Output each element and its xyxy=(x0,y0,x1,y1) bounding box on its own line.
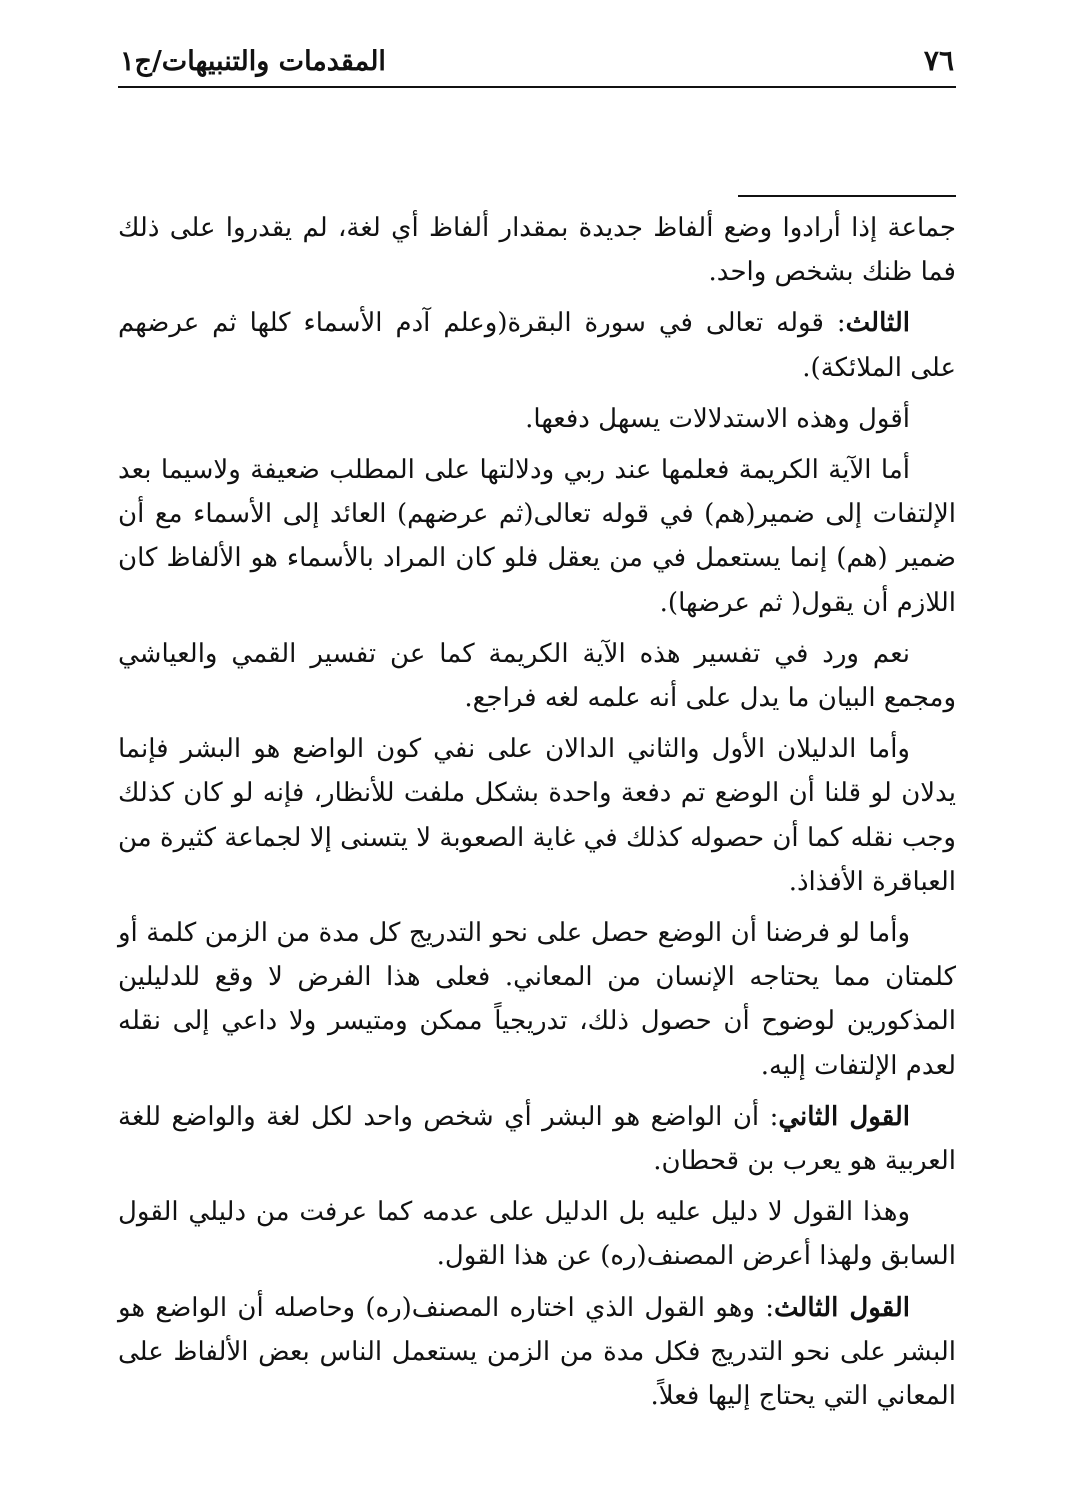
paragraph-text: أما الآية الكريمة فعلمها عند ربي ودلالتها على المطلب ضعيفة ولاسيما بعد الإلتفات إلى ضمير(هم) في قوله تعالى(ثم عرضهم) العائد إلى الأسماء مع أن ضمير (هم) إنما يستعمل في من يعقل فلو كان المراد بالأسماء هو الألفاظ كان اللازم أن يقول( ثم عرضها). xyxy=(118,455,956,618)
paragraph xyxy=(118,301,956,389)
paragraph-text: وأما الدليلان الأول والثاني الدالان على نفي كون الواضع هو البشر فإنما يدلان لو قلنا أن الوضع تم دفعة واحدة بشكل ملفت للأنظار، فإنه لو كان كذلك وجب نقله كما أن حصوله كذلك في غاية الصعوبة لا يتسنى إلا لجماعة كثيرة من العباقرة الأفذاذ. xyxy=(118,734,956,897)
paragraph xyxy=(118,397,956,441)
paragraph xyxy=(118,911,956,1088)
paragraph xyxy=(118,448,956,625)
paragraph-text: : قوله تعالى في سورة البقرة(وعلم آدم الأسماء كلها ثم عرضهم على الملائكة). xyxy=(118,308,956,383)
header-divider xyxy=(118,86,956,88)
paragraph-label: الثالث xyxy=(845,308,910,339)
paragraph-text: : وهو القول الذي اختاره المصنف(ره) وحاصله أن الواضع هو البشر على نحو التدريج فكل مدة من الزمن يستعمل الناس بعض الألفاظ على المعاني التي يحتاج إليها فعلاً. xyxy=(118,1292,956,1412)
footnote-separator xyxy=(738,195,956,197)
paragraph xyxy=(118,206,956,294)
paragraph xyxy=(118,1095,956,1183)
paragraph-text: وأما لو فرضنا أن الوضع حصل على نحو التدريج كل مدة من الزمن كلمة أو كلمتان مما يحتاجه الإنسان من المعاني. فعلى هذا الفرض لا وقع للدليلين المذكورين لوضوح أن حصول ذلك، تدريجياً ممكن ومتيسر ولا داعي إلى نقله لعدم الإلتفات إليه. xyxy=(118,918,956,1081)
paragraph xyxy=(118,632,956,720)
paragraph xyxy=(118,1190,956,1278)
paragraph xyxy=(118,1286,956,1419)
paragraph-label: القول الثالث xyxy=(773,1292,910,1323)
page-header xyxy=(118,38,956,88)
paragraph-text: أقول وهذه الاستدلالات يسهل دفعها. xyxy=(525,403,910,434)
paragraph-label: القول الثاني xyxy=(778,1101,910,1132)
paragraph-text: وهذا القول لا دليل عليه بل الدليل على عدمه كما عرفت من دليلي القول السابق ولهذا أعرض المصنف(ره) عن هذا القول. xyxy=(118,1197,956,1272)
paragraph-text: جماعة إذا أرادوا وضع ألفاظ جديدة بمقدار ألفاظ أي لغة، لم يقدروا على ذلك فما ظنك بشخص واحد. xyxy=(118,213,956,288)
paragraph-text: نعم ورد في تفسير هذه الآية الكريمة كما عن تفسير القمي والعياشي ومجمع البيان ما يدل على أنه علمه لغه فراجع. xyxy=(118,638,956,714)
paragraph xyxy=(118,727,956,904)
page-number: ٧٦ xyxy=(923,44,954,77)
paragraph-text: : أن الواضع هو البشر أي شخص واحد لكل لغة والواضع للغة العربية هو يعرب بن قحطان. xyxy=(118,1101,956,1177)
page-body xyxy=(118,206,956,1425)
running-title: المقدمات والتنبيهات/ج١ xyxy=(120,46,386,77)
